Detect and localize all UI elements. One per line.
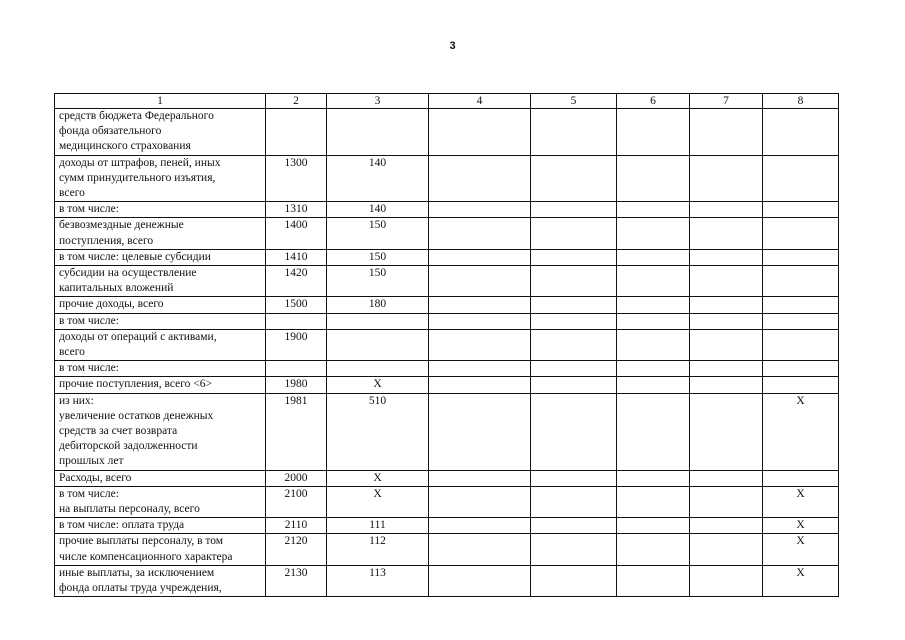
row-value-cell-col5 <box>531 393 617 470</box>
row-value-cell-col6 <box>617 534 690 565</box>
row-value-cell-col5 <box>531 534 617 565</box>
row-name-line: безвозмездные денежные <box>59 219 184 232</box>
row-name-cell <box>55 393 266 470</box>
row-value-cell-col4 <box>429 266 531 297</box>
row-value-cell-col7 <box>690 470 763 486</box>
row-value-cell-col4 <box>429 329 531 360</box>
row-value-cell-col5 <box>531 297 617 313</box>
row-code-cell: 1310 <box>266 202 327 218</box>
row-code-cell: 2120 <box>266 534 327 565</box>
table-row <box>55 313 839 329</box>
row-value-cell-col5 <box>531 266 617 297</box>
row-name-line: медицинского страхования <box>59 140 191 153</box>
row-value-cell-col7 <box>690 109 763 156</box>
table-row <box>55 534 839 565</box>
table-row <box>55 565 839 596</box>
table-row <box>55 155 839 202</box>
row-value-cell-col4 <box>429 377 531 393</box>
row-value-cell-col6 <box>617 313 690 329</box>
row-name-cell <box>55 534 266 565</box>
row-name-line: на выплаты персоналу, всего <box>59 503 200 516</box>
row-value-cell-col6 <box>617 377 690 393</box>
financial-plan-table <box>54 93 839 597</box>
row-value-cell-col7 <box>690 297 763 313</box>
row-col8-cell <box>763 297 839 313</box>
row-value-cell-col7 <box>690 313 763 329</box>
row-name-cell <box>55 313 266 329</box>
row-name-line: числе компенсационного характера <box>59 550 233 563</box>
row-value-cell-col7 <box>690 249 763 265</box>
row-col8-cell <box>763 249 839 265</box>
row-kosgu-cell: 150 <box>327 249 429 265</box>
row-kosgu-cell: 113 <box>327 565 429 596</box>
row-value-cell-col5 <box>531 565 617 596</box>
row-value-cell-col6 <box>617 329 690 360</box>
column-header-4: 4 <box>429 94 531 109</box>
row-value-cell-col5 <box>531 109 617 156</box>
row-name-line: капитальных вложений <box>59 282 174 295</box>
row-value-cell-col4 <box>429 470 531 486</box>
row-value-cell-col5 <box>531 329 617 360</box>
column-header-8: 8 <box>763 94 839 109</box>
row-value-cell-col4 <box>429 297 531 313</box>
row-kosgu-cell: 180 <box>327 297 429 313</box>
page-number: 3 <box>449 40 456 52</box>
row-name-cell <box>55 470 266 486</box>
row-value-cell-col4 <box>429 202 531 218</box>
row-name-line: иные выплаты, за исключением <box>59 566 215 579</box>
row-value-cell-col7 <box>690 202 763 218</box>
row-col8-cell <box>763 361 839 377</box>
row-code-cell: 1400 <box>266 218 327 249</box>
row-value-cell-col7 <box>690 565 763 596</box>
row-name-cell <box>55 249 266 265</box>
row-code-cell: 1900 <box>266 329 327 360</box>
row-value-cell-col5 <box>531 155 617 202</box>
row-name-line: в том числе: <box>59 487 119 500</box>
row-value-cell-col6 <box>617 109 690 156</box>
row-col8-cell <box>763 313 839 329</box>
row-value-cell-col7 <box>690 534 763 565</box>
row-value-cell-col5 <box>531 470 617 486</box>
row-value-cell-col4 <box>429 518 531 534</box>
row-value-cell-col4 <box>429 565 531 596</box>
row-value-cell-col5 <box>531 518 617 534</box>
row-name-line: из них: <box>59 394 94 407</box>
row-name-cell <box>55 329 266 360</box>
row-value-cell-col6 <box>617 155 690 202</box>
row-kosgu-cell: 112 <box>327 534 429 565</box>
header-row <box>55 94 839 109</box>
row-col8-cell: X <box>763 393 839 470</box>
row-name-line: фонда оплаты труда учреждения, <box>59 582 222 595</box>
row-name-cell <box>55 266 266 297</box>
table-row <box>55 202 839 218</box>
row-value-cell-col7 <box>690 155 763 202</box>
column-header-2: 2 <box>266 94 327 109</box>
row-value-cell-col6 <box>617 518 690 534</box>
row-value-cell-col6 <box>617 565 690 596</box>
row-name-line: в том числе: оплата труда <box>59 519 185 532</box>
row-name-line: субсидии на осуществление <box>59 267 197 280</box>
row-kosgu-cell: 510 <box>327 393 429 470</box>
row-name-line: прошлых лет <box>59 455 124 468</box>
table-row <box>55 361 839 377</box>
row-kosgu-cell: X <box>327 486 429 517</box>
row-kosgu-cell: 140 <box>327 202 429 218</box>
row-name-line: прочие доходы, всего <box>59 298 164 311</box>
row-value-cell-col4 <box>429 393 531 470</box>
row-name-cell <box>55 297 266 313</box>
row-col8-cell <box>763 109 839 156</box>
row-name-cell <box>55 361 266 377</box>
row-name-cell <box>55 518 266 534</box>
row-value-cell-col7 <box>690 486 763 517</box>
row-code-cell: 1410 <box>266 249 327 265</box>
row-code-cell: 2110 <box>266 518 327 534</box>
row-name-line: в том числе: <box>59 314 119 327</box>
row-name-cell <box>55 155 266 202</box>
table-row <box>55 249 839 265</box>
row-name-line: увеличение остатков денежных <box>59 409 214 422</box>
row-value-cell-col5 <box>531 313 617 329</box>
row-value-cell-col4 <box>429 313 531 329</box>
row-value-cell-col6 <box>617 470 690 486</box>
row-value-cell-col5 <box>531 202 617 218</box>
table-row <box>55 329 839 360</box>
row-name-line: в том числе: <box>59 362 119 375</box>
row-value-cell-col6 <box>617 297 690 313</box>
row-code-cell: 1300 <box>266 155 327 202</box>
row-value-cell-col7 <box>690 218 763 249</box>
row-value-cell-col4 <box>429 486 531 517</box>
row-name-line: средств за счет возврата <box>59 425 178 438</box>
row-col8-cell <box>763 266 839 297</box>
row-value-cell-col5 <box>531 361 617 377</box>
row-col8-cell: X <box>763 534 839 565</box>
column-header-5: 5 <box>531 94 617 109</box>
row-value-cell-col5 <box>531 377 617 393</box>
row-col8-cell <box>763 218 839 249</box>
row-value-cell-col4 <box>429 155 531 202</box>
row-code-cell: 2130 <box>266 565 327 596</box>
row-value-cell-col4 <box>429 361 531 377</box>
row-kosgu-cell: 150 <box>327 266 429 297</box>
row-value-cell-col6 <box>617 202 690 218</box>
table-body <box>55 109 839 597</box>
row-value-cell-col5 <box>531 218 617 249</box>
row-name-cell <box>55 377 266 393</box>
column-header-6: 6 <box>617 94 690 109</box>
row-value-cell-col7 <box>690 266 763 297</box>
table-row <box>55 218 839 249</box>
row-code-cell <box>266 361 327 377</box>
row-value-cell-col7 <box>690 393 763 470</box>
row-value-cell-col7 <box>690 361 763 377</box>
row-name-line: прочие поступления, всего <6> <box>59 378 213 391</box>
row-name-cell <box>55 218 266 249</box>
row-col8-cell <box>763 329 839 360</box>
row-code-cell: 1420 <box>266 266 327 297</box>
table-row <box>55 486 839 517</box>
row-code-cell: 2100 <box>266 486 327 517</box>
row-col8-cell: X <box>763 486 839 517</box>
row-kosgu-cell <box>327 329 429 360</box>
row-code-cell: 1981 <box>266 393 327 470</box>
row-name-cell <box>55 202 266 218</box>
row-value-cell-col5 <box>531 249 617 265</box>
row-kosgu-cell: X <box>327 470 429 486</box>
table-row <box>55 518 839 534</box>
row-value-cell-col4 <box>429 109 531 156</box>
row-value-cell-col6 <box>617 393 690 470</box>
row-value-cell-col7 <box>690 377 763 393</box>
row-col8-cell: X <box>763 565 839 596</box>
row-kosgu-cell <box>327 313 429 329</box>
row-code-cell: 1980 <box>266 377 327 393</box>
row-name-line: Расходы, всего <box>59 471 132 484</box>
table-row <box>55 266 839 297</box>
row-name-line: в том числе: целевые субсидии <box>59 250 211 263</box>
row-name-line: фонда обязательного <box>59 125 162 138</box>
row-kosgu-cell <box>327 109 429 156</box>
row-value-cell-col4 <box>429 249 531 265</box>
row-kosgu-cell <box>327 361 429 377</box>
row-value-cell-col4 <box>429 218 531 249</box>
row-value-cell-col6 <box>617 266 690 297</box>
row-name-line: сумм принудительного изъятия, <box>59 171 216 184</box>
row-name-cell <box>55 109 266 156</box>
row-code-cell <box>266 313 327 329</box>
column-header-7: 7 <box>690 94 763 109</box>
row-kosgu-cell: 140 <box>327 155 429 202</box>
table-row <box>55 470 839 486</box>
row-name-line: всего <box>59 346 85 359</box>
row-name-line: поступления, всего <box>59 234 154 247</box>
row-name-cell <box>55 565 266 596</box>
row-kosgu-cell: 111 <box>327 518 429 534</box>
row-name-line: дебиторской задолженности <box>59 440 198 453</box>
row-col8-cell <box>763 470 839 486</box>
row-name-cell <box>55 486 266 517</box>
column-header-1: 1 <box>55 94 266 109</box>
row-name-line: прочие выплаты персоналу, в том <box>59 535 224 548</box>
table-row <box>55 109 839 156</box>
row-value-cell-col4 <box>429 534 531 565</box>
column-header-3: 3 <box>327 94 429 109</box>
row-kosgu-cell: X <box>327 377 429 393</box>
row-col8-cell <box>763 202 839 218</box>
row-name-line: средств бюджета Федерального <box>59 110 214 122</box>
row-col8-cell <box>763 377 839 393</box>
row-name-line: всего <box>59 187 85 200</box>
row-code-cell: 1500 <box>266 297 327 313</box>
table-row <box>55 393 839 470</box>
row-kosgu-cell: 150 <box>327 218 429 249</box>
row-code-cell <box>266 109 327 156</box>
row-col8-cell: X <box>763 518 839 534</box>
table-row <box>55 377 839 393</box>
row-value-cell-col5 <box>531 486 617 517</box>
row-value-cell-col6 <box>617 361 690 377</box>
row-name-line: доходы от штрафов, пеней, иных <box>59 156 221 169</box>
row-value-cell-col6 <box>617 486 690 517</box>
row-name-line: доходы от операций с активами, <box>59 330 217 343</box>
row-value-cell-col7 <box>690 518 763 534</box>
table-row <box>55 297 839 313</box>
row-name-line: в том числе: <box>59 203 119 216</box>
row-value-cell-col6 <box>617 249 690 265</box>
row-code-cell: 2000 <box>266 470 327 486</box>
row-col8-cell <box>763 155 839 202</box>
row-value-cell-col7 <box>690 329 763 360</box>
row-value-cell-col6 <box>617 218 690 249</box>
